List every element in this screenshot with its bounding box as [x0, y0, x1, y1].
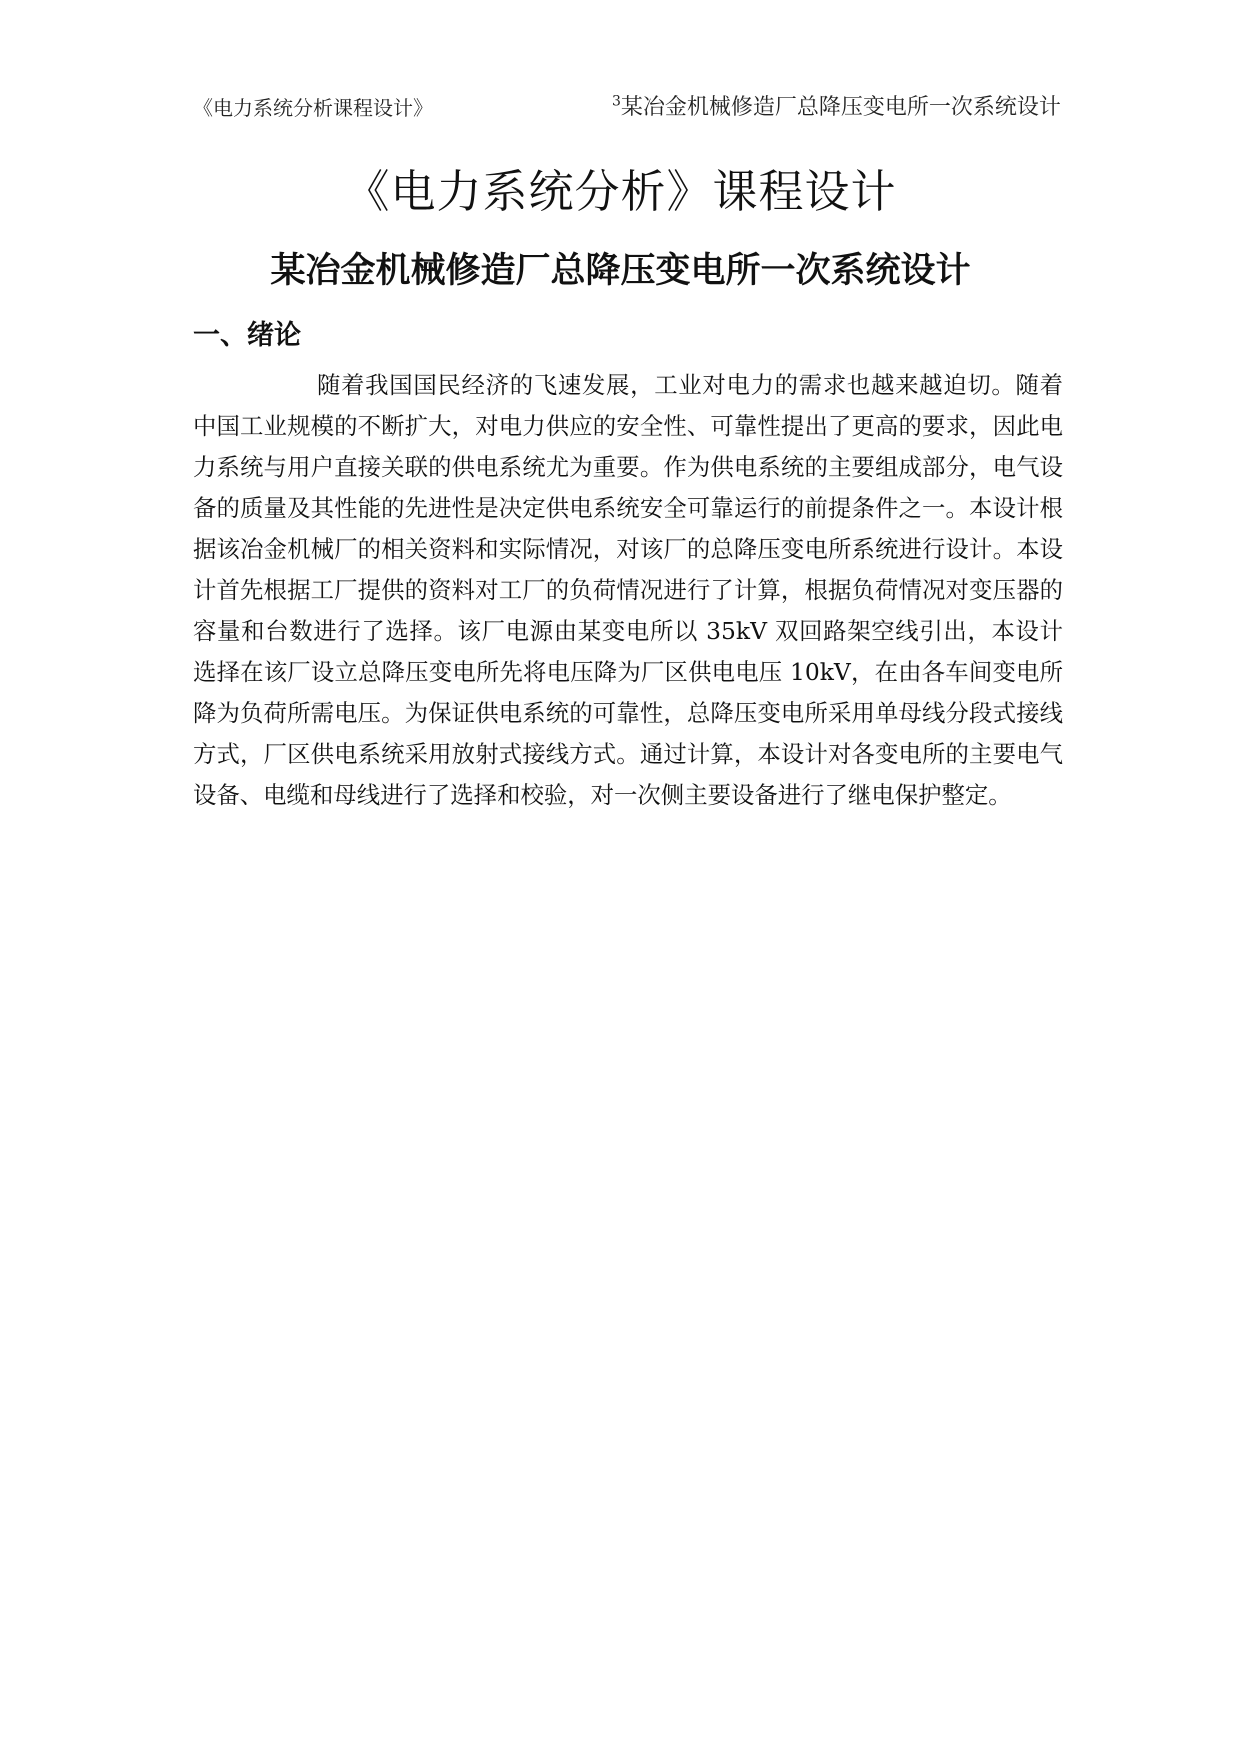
document-subtitle: 某冶金机械修造厂总降压变电所一次系统设计 — [270, 251, 971, 291]
section-heading-introduction: 一、绪论 — [193, 320, 301, 351]
document-title: 《电力系统分析》课程设计 — [344, 165, 897, 218]
page-number: 3 — [612, 93, 621, 110]
running-header-design-text: 某冶金机械修造厂总降压变电所一次系统设计 — [620, 95, 1061, 120]
introduction-paragraph: 随着我国国民经济的飞速发展，工业对电力的需求也越来越迫切。随着中国工业规模的不断扩大，对电力供应的安全性、可靠性提出了更高的要求，因此电力系统与用户直接关联的供电系统尤为重要。作为供电系统的主要组成部分，电气设备的质量及其性能的先进性是决定供电系统安全可靠运行的前提条件之一。本设计根据该冶金机械厂的相关资料和实际情况，对该厂的总降压变电所系统进行设计。本设计首先根据工厂提供的资料对工厂的负荷情况进行了计算，根据负荷情况对变压器的容量和台数进行了选择。该厂电源由某变电所以 35kV 双回路架空线引出，本设计选择在该厂设立总降压变电所先将电压降为厂区供电电压 10kV，在由各车间变电所降为负荷所需电压。为保证供电系统的可靠性，总降压变电所采用单母线分段式接线方式，厂区供电系统采用放射式接线方式。通过计算，本设计对各变电所的主要电气设备、电缆和母线进行了选择和校验，对一次侧主要设备进行了继电保护整定。 — [193, 371, 1063, 809]
running-header-design-title — [612, 90, 1061, 121]
running-header-course-title: 《电力系统分析课程设计》 — [193, 96, 433, 120]
